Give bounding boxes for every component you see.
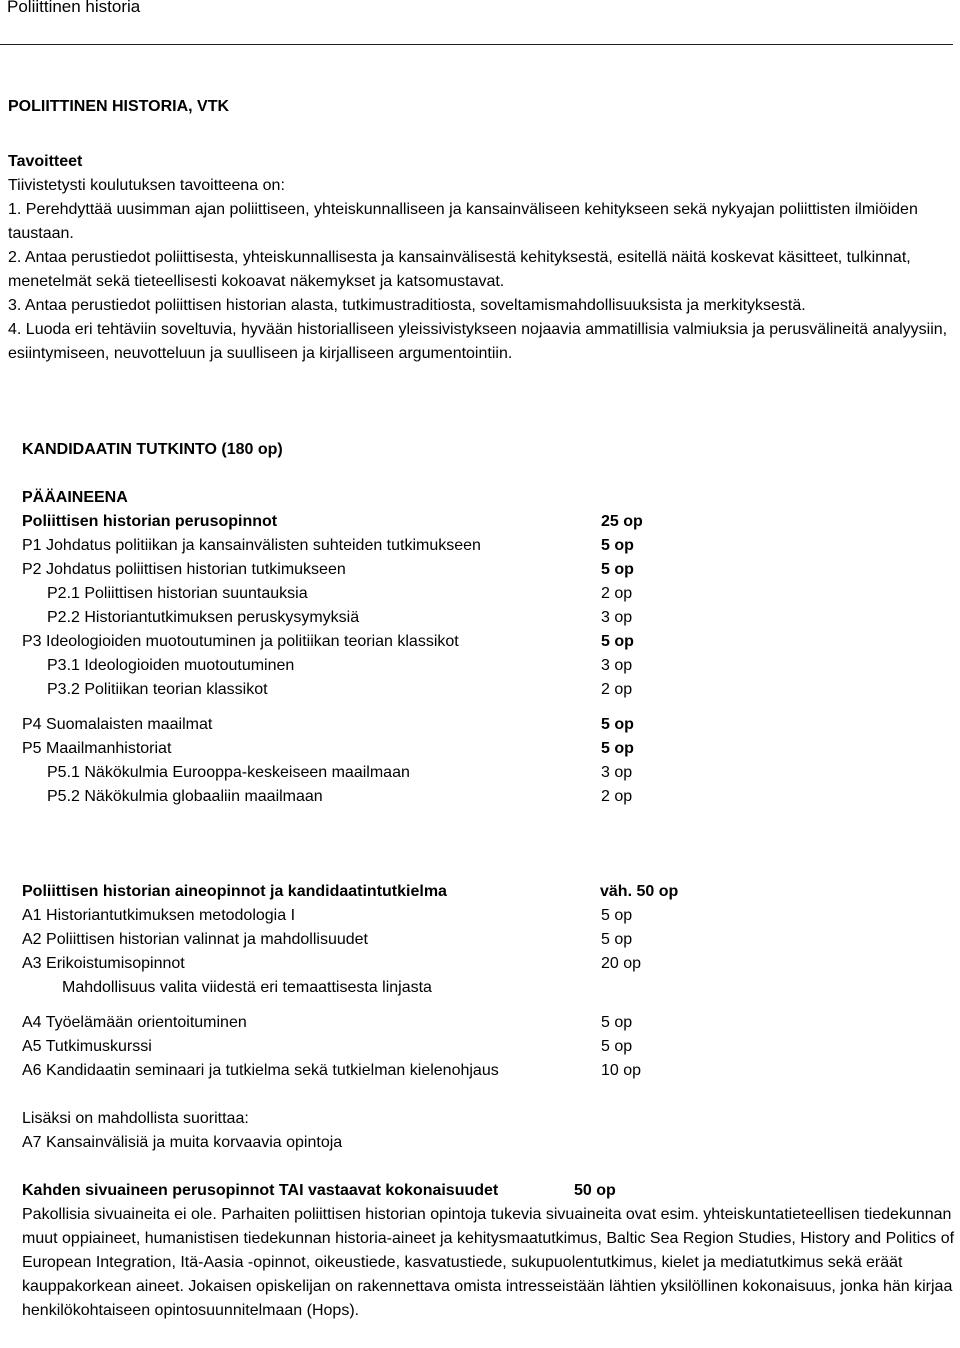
course-credits: 5 op xyxy=(601,931,633,948)
course-credits: 5 op xyxy=(601,1038,633,1055)
course-credits: 5 op xyxy=(601,907,633,924)
course-credits: 10 op xyxy=(601,1062,642,1079)
basic-studies-title: Poliittisen historian perusopinnot xyxy=(22,513,278,530)
course-label: A5 Tutkimuskurssi xyxy=(22,1038,152,1055)
minor-studies-title: Kahden sivuaineen perusopinnot TAI vastaavat kokonaisuudet xyxy=(22,1182,499,1199)
course-credits: 2 op xyxy=(601,788,633,805)
course-label: A2 Poliittisen historian valinnat ja mahdollisuudet xyxy=(22,931,368,948)
course-label: A1 Historiantutkimuksen metodologia I xyxy=(22,907,296,924)
major-heading: PÄÄAINEENA xyxy=(22,489,128,506)
course-credits: 20 op xyxy=(601,955,642,972)
course-credits: 3 op xyxy=(601,764,633,781)
goal-item: 1. Perehdyttää uusimman ajan poliittiseen, yhteiskunnalliseen ja kansainväliseen kehitykseen sekä nykyajan poliittisten ilmiöiden taustaan. xyxy=(8,201,918,242)
document-title: POLIITTINEN HISTORIA, VTK xyxy=(8,98,230,115)
course-label: A6 Kandidaatin seminaari ja tutkielma sekä tutkielman kielenohjaus xyxy=(22,1062,499,1079)
course-credits: 5 op xyxy=(601,633,634,650)
course-credits: 3 op xyxy=(601,609,633,626)
course-label: P5 Maailmanhistoriat xyxy=(22,740,172,757)
subject-studies-credits: väh. 50 op xyxy=(600,883,679,900)
goals-intro: Tiivistetysti koulutuksen tavoitteena on: xyxy=(8,177,285,194)
goals-heading: Tavoitteet xyxy=(8,153,83,170)
course-note: Mahdollisuus valita viidestä eri temaattisesta linjasta xyxy=(62,979,432,996)
basic-studies-credits: 25 op xyxy=(601,513,643,530)
course-label: P4 Suomalaisten maailmat xyxy=(22,716,213,733)
course-credits: 5 op xyxy=(601,740,634,757)
additional-item: A7 Kansainvälisiä ja muita korvaavia opintoja xyxy=(22,1134,343,1151)
goal-item: 2. Antaa perustiedot poliittisesta, yhteiskunnallisesta ja kansainvälisestä kehityksestä, esitellä näitä koskevat käsitteet, tulkinnat, menetelmät sekä tieteellisesti kokoavat näkemykset ja katsomustavat. xyxy=(8,249,911,290)
course-label: P5.2 Näkökulmia globaaliin maailmaan xyxy=(47,788,323,805)
degree-heading: KANDIDAATIN TUTKINTO (180 op) xyxy=(22,441,283,458)
course-label: P2.2 Historiantutkimuksen peruskysymyksiä xyxy=(47,609,360,626)
course-label: P3.2 Politiikan teorian klassikot xyxy=(47,681,268,698)
subject-studies-title: Poliittisen historian aineopinnot ja kandidaatintutkielma xyxy=(22,883,447,900)
course-credits: 3 op xyxy=(601,657,633,674)
minor-studies-credits: 50 op xyxy=(574,1182,616,1199)
course-label: A4 Työelämään orientoituminen xyxy=(22,1014,247,1031)
goal-item: 3. Antaa perustiedot poliittisen historian alasta, tutkimustraditiosta, soveltamismahdollisuuksista ja merkityksestä. xyxy=(8,297,806,314)
course-credits: 5 op xyxy=(601,561,634,578)
course-label: P3 Ideologioiden muotoutuminen ja politiikan teorian klassikot xyxy=(22,633,459,650)
course-credits: 2 op xyxy=(601,585,633,602)
running-header: Poliittinen historia xyxy=(7,0,141,16)
course-label: P1 Johdatus politiikan ja kansainvälisten suhteiden tutkimukseen xyxy=(22,537,481,554)
goals-section xyxy=(8,150,954,366)
minor-studies-description: Pakollisia sivuaineita ei ole. Parhaiten poliittisen historian opintoja tukevia sivuaineita ovat esim. yhteiskuntatieteellisen tiedekunnan muut oppiaineet, humanistisen tiedekunnan historia-aineet ja kehitysmaatutkimus, Baltic Sea Region Studies, History and Politics of European Integration, Itä-Aasia -opinnot, oikeustiede, kasvatustiede, sukupuolentutkimus, kielet ja mediatutkimus sekä eräät kauppakorkean aineet. Jokaisen opiskelijan on rakennettava omista intresseistään lähtien yksilöllinen kokonaisuus, jonka hän kirjaa henkilökohtaiseen opintosuunnitelmaan (Hops). xyxy=(22,1206,955,1319)
course-label: P2 Johdatus poliittisen historian tutkimukseen xyxy=(22,561,346,578)
course-credits: 2 op xyxy=(601,681,633,698)
goal-item: 4. Luoda eri tehtäviin soveltuvia, hyvään historialliseen yleissivistykseen nojaavia ammatillisia valmiuksia ja perusvälineitä analyysiin, esiintymiseen, neuvotteluun ja suulliseen ja kirjalliseen argumentointiin. xyxy=(8,321,948,362)
header-divider xyxy=(0,44,953,45)
additional-intro: Lisäksi on mahdollista suorittaa: xyxy=(22,1110,249,1127)
course-credits: 5 op xyxy=(601,537,634,554)
course-label: P2.1 Poliittisen historian suuntauksia xyxy=(47,585,308,602)
course-label: A3 Erikoistumisopinnot xyxy=(22,955,185,972)
course-credits: 5 op xyxy=(601,716,634,733)
course-label: P5.1 Näkökulmia Eurooppa-keskeiseen maailmaan xyxy=(47,764,410,781)
course-credits: 5 op xyxy=(601,1014,633,1031)
course-label: P3.1 Ideologioiden muotoutuminen xyxy=(47,657,295,674)
